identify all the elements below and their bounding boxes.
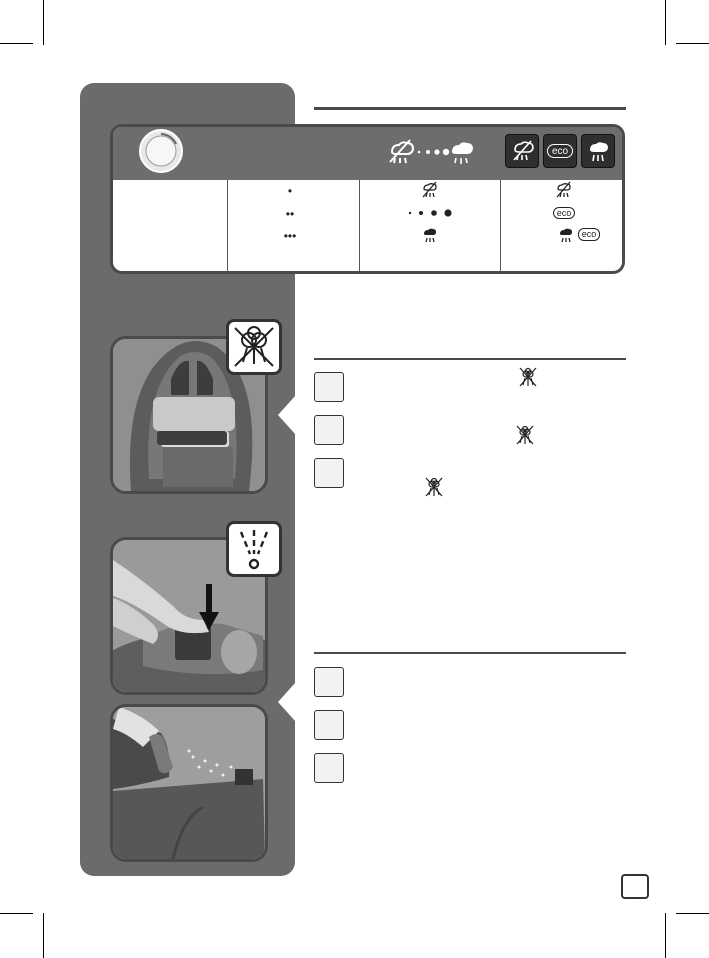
no-steam-icon	[506, 135, 538, 167]
step-1-box	[314, 372, 344, 402]
no-steam-mode-button[interactable]	[505, 134, 539, 168]
crop-mark	[665, 0, 666, 45]
sidebar-notch	[278, 682, 298, 722]
eco-icon	[578, 228, 600, 241]
crop-mark	[665, 913, 666, 958]
crop-mark	[0, 43, 33, 44]
eco-icon	[553, 207, 575, 219]
max-steam-icon	[582, 135, 614, 167]
table-divider	[227, 180, 228, 271]
eco-label: eco	[551, 146, 569, 157]
table-divider	[500, 180, 501, 271]
eco-mode-button[interactable]	[543, 134, 577, 168]
steam-dial-icon	[138, 128, 184, 174]
sidebar-notch	[278, 395, 298, 435]
dot-row-2: ••	[285, 207, 295, 221]
eco-label: eco	[581, 229, 597, 239]
no-steam-icon	[554, 180, 574, 200]
anti-calc-icon	[424, 476, 444, 498]
max-steam-icon	[420, 225, 440, 245]
anti-calc-icon	[518, 366, 538, 388]
vertical-steam-illustration	[113, 707, 265, 859]
crop-mark	[676, 43, 709, 44]
language-code-box	[621, 874, 649, 899]
dot-row-1: •	[287, 184, 293, 198]
anti-calc-icon	[229, 322, 279, 372]
dot-row-3: •••	[283, 229, 297, 243]
step-2-box	[314, 415, 344, 445]
crop-mark	[43, 0, 44, 45]
steam-level-dots	[406, 206, 456, 220]
vertical-steam-photo	[110, 704, 268, 862]
steam-shot-icon	[229, 524, 279, 574]
steam-scale-icon	[386, 138, 474, 166]
section-rule	[314, 358, 626, 360]
section-rule	[314, 652, 626, 654]
eco-icon	[547, 144, 573, 158]
anti-calc-icon	[515, 424, 535, 446]
crop-mark	[43, 913, 44, 958]
eco-label: eco	[556, 208, 572, 218]
crop-mark	[0, 913, 33, 914]
table-divider	[359, 180, 360, 271]
crop-mark	[676, 913, 709, 914]
max-steam-mode-button[interactable]	[581, 134, 615, 168]
no-steam-icon	[420, 180, 440, 200]
max-steam-icon	[556, 225, 576, 245]
step-1-box	[314, 667, 344, 697]
step-3-box	[314, 458, 344, 488]
section-rule	[314, 107, 626, 110]
step-2-box	[314, 710, 344, 740]
anti-calc-badge	[226, 319, 282, 375]
steam-shot-badge	[226, 521, 282, 577]
step-3-box	[314, 753, 344, 783]
